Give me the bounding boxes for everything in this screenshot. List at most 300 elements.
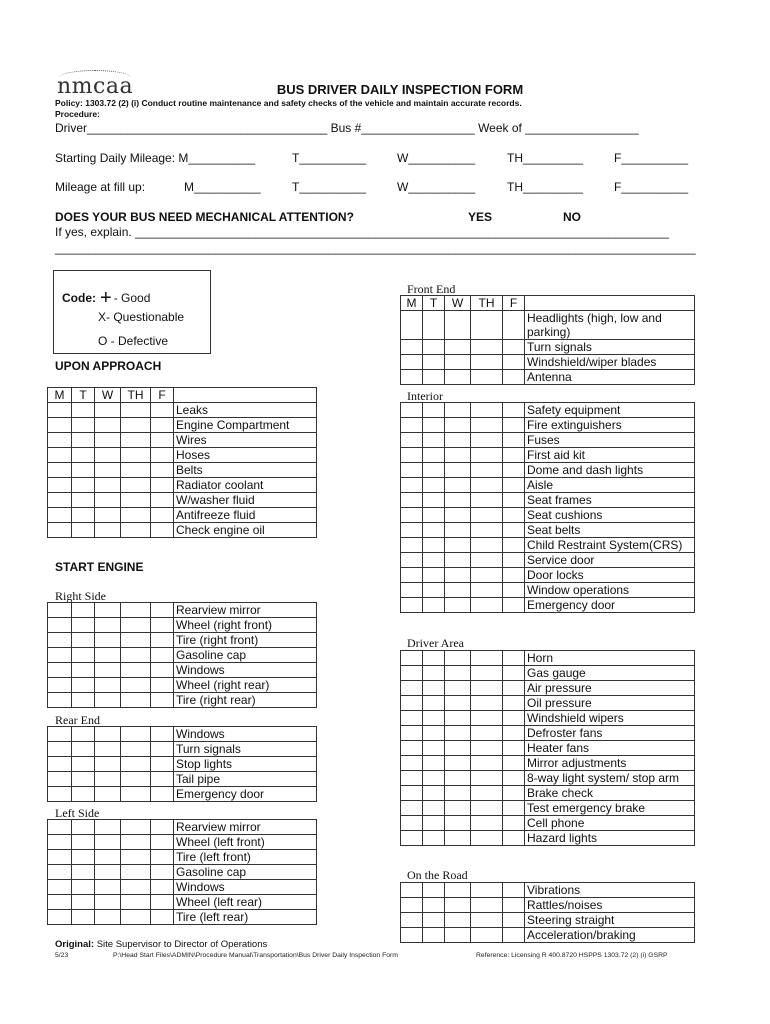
check-cell-w[interactable] (95, 880, 121, 895)
check-cell-f[interactable] (503, 583, 525, 598)
check-cell-w[interactable] (95, 757, 121, 772)
check-cell-f[interactable] (503, 538, 525, 553)
check-cell-m[interactable] (48, 648, 72, 663)
check-cell-w[interactable] (95, 403, 121, 418)
check-cell-th[interactable] (471, 340, 503, 355)
check-cell-w[interactable] (95, 820, 121, 835)
check-cell-th[interactable] (121, 895, 151, 910)
check-cell-w[interactable] (445, 463, 471, 478)
check-cell-th[interactable] (121, 648, 151, 663)
check-cell-w[interactable] (95, 895, 121, 910)
check-cell-m[interactable] (48, 618, 72, 633)
check-cell-m[interactable] (48, 820, 72, 835)
check-cell-t[interactable] (423, 583, 445, 598)
check-cell-m[interactable] (48, 895, 72, 910)
check-cell-th[interactable] (121, 757, 151, 772)
check-cell-f[interactable] (151, 693, 174, 708)
check-cell-m[interactable] (401, 355, 423, 370)
check-cell-th[interactable] (471, 568, 503, 583)
check-cell-t[interactable] (423, 928, 445, 943)
check-cell-m[interactable] (48, 448, 72, 463)
check-cell-f[interactable] (151, 865, 174, 880)
check-cell-w[interactable] (445, 583, 471, 598)
check-cell-f[interactable] (503, 883, 525, 898)
check-cell-m[interactable] (48, 787, 72, 802)
check-cell-f[interactable] (151, 508, 174, 523)
check-cell-m[interactable] (401, 756, 423, 771)
check-cell-th[interactable] (471, 771, 503, 786)
check-cell-t[interactable] (72, 493, 95, 508)
check-cell-f[interactable] (503, 418, 525, 433)
check-cell-t[interactable] (423, 913, 445, 928)
check-cell-th[interactable] (471, 786, 503, 801)
check-cell-th[interactable] (471, 355, 503, 370)
check-cell-m[interactable] (401, 883, 423, 898)
check-cell-f[interactable] (503, 311, 525, 340)
check-cell-w[interactable] (95, 618, 121, 633)
fill-mileage-monday[interactable]: M__________ (184, 180, 261, 194)
check-cell-th[interactable] (471, 553, 503, 568)
check-cell-f[interactable] (151, 463, 174, 478)
check-cell-f[interactable] (503, 756, 525, 771)
check-cell-th[interactable] (121, 772, 151, 787)
check-cell-th[interactable] (471, 928, 503, 943)
check-cell-m[interactable] (401, 786, 423, 801)
starting-mileage-monday[interactable]: Starting Daily Mileage: M__________ (55, 151, 256, 165)
check-cell-f[interactable] (151, 523, 174, 538)
check-cell-w[interactable] (445, 493, 471, 508)
check-cell-t[interactable] (423, 831, 445, 846)
check-cell-w[interactable] (445, 553, 471, 568)
fill-mileage-wednesday[interactable]: W__________ (397, 180, 476, 194)
check-cell-m[interactable] (401, 741, 423, 756)
check-cell-t[interactable] (423, 801, 445, 816)
check-cell-th[interactable] (471, 311, 503, 340)
check-cell-f[interactable] (503, 568, 525, 583)
check-cell-th[interactable] (471, 370, 503, 385)
check-cell-f[interactable] (151, 742, 174, 757)
check-cell-f[interactable] (151, 493, 174, 508)
check-cell-m[interactable] (401, 433, 423, 448)
check-cell-th[interactable] (121, 663, 151, 678)
check-cell-t[interactable] (423, 403, 445, 418)
check-cell-th[interactable] (471, 681, 503, 696)
check-cell-t[interactable] (423, 816, 445, 831)
check-cell-w[interactable] (95, 633, 121, 648)
check-cell-t[interactable] (423, 418, 445, 433)
check-cell-th[interactable] (121, 448, 151, 463)
check-cell-f[interactable] (151, 850, 174, 865)
check-cell-th[interactable] (121, 633, 151, 648)
check-cell-th[interactable] (471, 711, 503, 726)
explain-line[interactable]: If yes, explain. ________________________________________________________________________________ (55, 225, 669, 239)
check-cell-f[interactable] (503, 928, 525, 943)
check-cell-th[interactable] (471, 523, 503, 538)
check-cell-t[interactable] (72, 463, 95, 478)
check-cell-f[interactable] (151, 648, 174, 663)
check-cell-m[interactable] (401, 771, 423, 786)
check-cell-w[interactable] (445, 370, 471, 385)
check-cell-th[interactable] (471, 816, 503, 831)
check-cell-m[interactable] (401, 913, 423, 928)
check-cell-w[interactable] (95, 727, 121, 742)
check-cell-th[interactable] (471, 898, 503, 913)
check-cell-m[interactable] (401, 598, 423, 613)
check-cell-m[interactable] (48, 493, 72, 508)
check-cell-th[interactable] (121, 742, 151, 757)
check-cell-t[interactable] (423, 696, 445, 711)
check-cell-f[interactable] (503, 370, 525, 385)
check-cell-th[interactable] (121, 493, 151, 508)
check-cell-w[interactable] (95, 835, 121, 850)
check-cell-m[interactable] (401, 681, 423, 696)
check-cell-t[interactable] (423, 771, 445, 786)
check-cell-m[interactable] (48, 865, 72, 880)
check-cell-f[interactable] (151, 448, 174, 463)
check-cell-f[interactable] (503, 741, 525, 756)
check-cell-th[interactable] (121, 403, 151, 418)
check-cell-f[interactable] (503, 433, 525, 448)
check-cell-f[interactable] (151, 757, 174, 772)
fill-mileage-tuesday[interactable]: T__________ (292, 180, 367, 194)
check-cell-t[interactable] (423, 478, 445, 493)
check-cell-f[interactable] (503, 403, 525, 418)
check-cell-th[interactable] (471, 756, 503, 771)
check-cell-m[interactable] (401, 478, 423, 493)
check-cell-th[interactable] (121, 523, 151, 538)
check-cell-f[interactable] (503, 553, 525, 568)
check-cell-f[interactable] (503, 681, 525, 696)
check-cell-w[interactable] (445, 681, 471, 696)
check-cell-m[interactable] (401, 568, 423, 583)
yes-option[interactable]: YES (468, 210, 493, 224)
check-cell-m[interactable] (48, 603, 72, 618)
check-cell-m[interactable] (401, 403, 423, 418)
check-cell-t[interactable] (72, 820, 95, 835)
check-cell-th[interactable] (471, 741, 503, 756)
check-cell-m[interactable] (48, 910, 72, 925)
check-cell-f[interactable] (503, 696, 525, 711)
check-cell-f[interactable] (151, 603, 174, 618)
check-cell-f[interactable] (503, 448, 525, 463)
check-cell-th[interactable] (121, 433, 151, 448)
check-cell-w[interactable] (445, 355, 471, 370)
check-cell-f[interactable] (151, 895, 174, 910)
check-cell-m[interactable] (401, 583, 423, 598)
check-cell-t[interactable] (72, 742, 95, 757)
check-cell-th[interactable] (121, 787, 151, 802)
check-cell-t[interactable] (423, 508, 445, 523)
check-cell-th[interactable] (471, 478, 503, 493)
check-cell-th[interactable] (471, 508, 503, 523)
check-cell-t[interactable] (72, 448, 95, 463)
check-cell-f[interactable] (151, 418, 174, 433)
fill-mileage-friday[interactable]: F__________ (614, 180, 689, 194)
check-cell-t[interactable] (423, 651, 445, 666)
check-cell-w[interactable] (445, 801, 471, 816)
check-cell-m[interactable] (48, 433, 72, 448)
check-cell-w[interactable] (95, 865, 121, 880)
check-cell-th[interactable] (121, 693, 151, 708)
check-cell-m[interactable] (401, 651, 423, 666)
check-cell-f[interactable] (151, 880, 174, 895)
check-cell-m[interactable] (48, 742, 72, 757)
check-cell-w[interactable] (95, 787, 121, 802)
check-cell-w[interactable] (445, 311, 471, 340)
check-cell-t[interactable] (72, 678, 95, 693)
check-cell-m[interactable] (48, 663, 72, 678)
check-cell-t[interactable] (423, 553, 445, 568)
check-cell-th[interactable] (471, 696, 503, 711)
check-cell-w[interactable] (445, 508, 471, 523)
check-cell-t[interactable] (72, 403, 95, 418)
check-cell-th[interactable] (121, 603, 151, 618)
check-cell-w[interactable] (445, 913, 471, 928)
check-cell-f[interactable] (151, 633, 174, 648)
check-cell-w[interactable] (445, 523, 471, 538)
check-cell-th[interactable] (121, 418, 151, 433)
check-cell-m[interactable] (401, 711, 423, 726)
check-cell-m[interactable] (401, 801, 423, 816)
check-cell-t[interactable] (423, 523, 445, 538)
check-cell-f[interactable] (503, 651, 525, 666)
check-cell-f[interactable] (503, 816, 525, 831)
check-cell-w[interactable] (445, 696, 471, 711)
check-cell-f[interactable] (503, 463, 525, 478)
check-cell-t[interactable] (72, 880, 95, 895)
check-cell-f[interactable] (151, 663, 174, 678)
check-cell-m[interactable] (48, 850, 72, 865)
starting-mileage-thursday[interactable]: TH_________ (507, 151, 584, 165)
check-cell-th[interactable] (121, 678, 151, 693)
check-cell-f[interactable] (151, 478, 174, 493)
check-cell-f[interactable] (151, 678, 174, 693)
check-cell-m[interactable] (401, 538, 423, 553)
check-cell-w[interactable] (95, 663, 121, 678)
check-cell-m[interactable] (48, 678, 72, 693)
check-cell-f[interactable] (151, 727, 174, 742)
check-cell-f[interactable] (503, 340, 525, 355)
check-cell-m[interactable] (48, 693, 72, 708)
check-cell-t[interactable] (423, 883, 445, 898)
check-cell-m[interactable] (48, 508, 72, 523)
check-cell-t[interactable] (423, 355, 445, 370)
check-cell-th[interactable] (471, 801, 503, 816)
check-cell-w[interactable] (445, 756, 471, 771)
check-cell-f[interactable] (503, 771, 525, 786)
check-cell-th[interactable] (471, 433, 503, 448)
check-cell-w[interactable] (445, 726, 471, 741)
check-cell-th[interactable] (471, 651, 503, 666)
check-cell-f[interactable] (503, 598, 525, 613)
starting-mileage-friday[interactable]: F__________ (614, 151, 689, 165)
check-cell-t[interactable] (72, 835, 95, 850)
check-cell-t[interactable] (423, 786, 445, 801)
check-cell-m[interactable] (48, 523, 72, 538)
check-cell-w[interactable] (95, 910, 121, 925)
check-cell-w[interactable] (445, 816, 471, 831)
check-cell-w[interactable] (95, 693, 121, 708)
check-cell-th[interactable] (121, 727, 151, 742)
check-cell-m[interactable] (401, 898, 423, 913)
check-cell-t[interactable] (72, 895, 95, 910)
check-cell-w[interactable] (445, 831, 471, 846)
check-cell-th[interactable] (121, 880, 151, 895)
check-cell-t[interactable] (72, 757, 95, 772)
check-cell-w[interactable] (95, 603, 121, 618)
check-cell-w[interactable] (445, 448, 471, 463)
check-cell-w[interactable] (95, 678, 121, 693)
check-cell-t[interactable] (423, 681, 445, 696)
check-cell-f[interactable] (151, 403, 174, 418)
check-cell-m[interactable] (401, 508, 423, 523)
check-cell-w[interactable] (445, 786, 471, 801)
check-cell-m[interactable] (401, 553, 423, 568)
check-cell-th[interactable] (121, 508, 151, 523)
starting-mileage-tuesday[interactable]: T__________ (292, 151, 367, 165)
check-cell-w[interactable] (445, 898, 471, 913)
check-cell-m[interactable] (48, 772, 72, 787)
check-cell-m[interactable] (401, 370, 423, 385)
check-cell-th[interactable] (121, 618, 151, 633)
check-cell-f[interactable] (503, 666, 525, 681)
check-cell-t[interactable] (423, 898, 445, 913)
check-cell-f[interactable] (151, 820, 174, 835)
check-cell-t[interactable] (72, 418, 95, 433)
check-cell-th[interactable] (121, 463, 151, 478)
check-cell-f[interactable] (503, 801, 525, 816)
check-cell-t[interactable] (423, 433, 445, 448)
check-cell-w[interactable] (95, 850, 121, 865)
check-cell-w[interactable] (95, 418, 121, 433)
check-cell-t[interactable] (423, 711, 445, 726)
check-cell-th[interactable] (471, 418, 503, 433)
check-cell-m[interactable] (401, 493, 423, 508)
check-cell-w[interactable] (445, 340, 471, 355)
check-cell-f[interactable] (503, 726, 525, 741)
check-cell-w[interactable] (95, 433, 121, 448)
check-cell-w[interactable] (95, 523, 121, 538)
check-cell-t[interactable] (423, 598, 445, 613)
check-cell-t[interactable] (72, 910, 95, 925)
check-cell-th[interactable] (471, 403, 503, 418)
check-cell-f[interactable] (503, 831, 525, 846)
check-cell-t[interactable] (423, 726, 445, 741)
check-cell-th[interactable] (121, 910, 151, 925)
check-cell-w[interactable] (95, 508, 121, 523)
check-cell-f[interactable] (151, 835, 174, 850)
check-cell-f[interactable] (503, 508, 525, 523)
check-cell-w[interactable] (95, 493, 121, 508)
check-cell-f[interactable] (503, 355, 525, 370)
check-cell-t[interactable] (423, 463, 445, 478)
check-cell-t[interactable] (72, 663, 95, 678)
check-cell-m[interactable] (401, 523, 423, 538)
check-cell-w[interactable] (445, 538, 471, 553)
check-cell-t[interactable] (72, 648, 95, 663)
check-cell-t[interactable] (423, 666, 445, 681)
check-cell-w[interactable] (445, 651, 471, 666)
check-cell-t[interactable] (423, 568, 445, 583)
check-cell-m[interactable] (401, 418, 423, 433)
check-cell-th[interactable] (471, 538, 503, 553)
check-cell-t[interactable] (423, 538, 445, 553)
check-cell-m[interactable] (401, 696, 423, 711)
check-cell-t[interactable] (72, 523, 95, 538)
check-cell-th[interactable] (471, 883, 503, 898)
check-cell-th[interactable] (471, 831, 503, 846)
check-cell-t[interactable] (72, 865, 95, 880)
check-cell-w[interactable] (445, 711, 471, 726)
check-cell-f[interactable] (503, 493, 525, 508)
check-cell-th[interactable] (471, 598, 503, 613)
check-cell-t[interactable] (72, 693, 95, 708)
check-cell-t[interactable] (72, 603, 95, 618)
check-cell-t[interactable] (423, 370, 445, 385)
check-cell-w[interactable] (445, 741, 471, 756)
check-cell-w[interactable] (445, 418, 471, 433)
starting-mileage-wednesday[interactable]: W__________ (397, 151, 476, 165)
check-cell-m[interactable] (48, 835, 72, 850)
explain-line-2[interactable]: ________________________________________________________________________________________________ (55, 241, 696, 255)
check-cell-m[interactable] (401, 928, 423, 943)
check-cell-f[interactable] (503, 478, 525, 493)
check-cell-f[interactable] (151, 433, 174, 448)
driver-bus-week-line[interactable]: Driver____________________________________ Bus #_________________ Week of _________________ (55, 121, 639, 135)
check-cell-w[interactable] (95, 772, 121, 787)
check-cell-m[interactable] (401, 340, 423, 355)
check-cell-t[interactable] (72, 772, 95, 787)
check-cell-w[interactable] (445, 771, 471, 786)
check-cell-w[interactable] (445, 568, 471, 583)
check-cell-m[interactable] (401, 831, 423, 846)
check-cell-f[interactable] (151, 787, 174, 802)
check-cell-w[interactable] (95, 742, 121, 757)
check-cell-t[interactable] (72, 850, 95, 865)
check-cell-m[interactable] (401, 726, 423, 741)
check-cell-w[interactable] (95, 448, 121, 463)
check-cell-th[interactable] (471, 463, 503, 478)
check-cell-w[interactable] (445, 403, 471, 418)
check-cell-th[interactable] (471, 726, 503, 741)
check-cell-t[interactable] (72, 433, 95, 448)
check-cell-m[interactable] (401, 463, 423, 478)
check-cell-t[interactable] (423, 741, 445, 756)
check-cell-m[interactable] (48, 757, 72, 772)
check-cell-f[interactable] (151, 910, 174, 925)
check-cell-th[interactable] (121, 478, 151, 493)
check-cell-w[interactable] (445, 478, 471, 493)
check-cell-w[interactable] (445, 883, 471, 898)
check-cell-f[interactable] (503, 523, 525, 538)
check-cell-th[interactable] (121, 820, 151, 835)
check-cell-t[interactable] (72, 618, 95, 633)
check-cell-w[interactable] (445, 433, 471, 448)
check-cell-m[interactable] (401, 816, 423, 831)
check-cell-t[interactable] (423, 493, 445, 508)
check-cell-m[interactable] (48, 478, 72, 493)
no-option[interactable]: NO (563, 210, 581, 224)
check-cell-t[interactable] (423, 311, 445, 340)
check-cell-f[interactable] (503, 711, 525, 726)
check-cell-w[interactable] (95, 463, 121, 478)
check-cell-m[interactable] (48, 403, 72, 418)
check-cell-t[interactable] (423, 756, 445, 771)
check-cell-w[interactable] (95, 478, 121, 493)
check-cell-m[interactable] (48, 463, 72, 478)
check-cell-f[interactable] (151, 772, 174, 787)
check-cell-th[interactable] (471, 583, 503, 598)
